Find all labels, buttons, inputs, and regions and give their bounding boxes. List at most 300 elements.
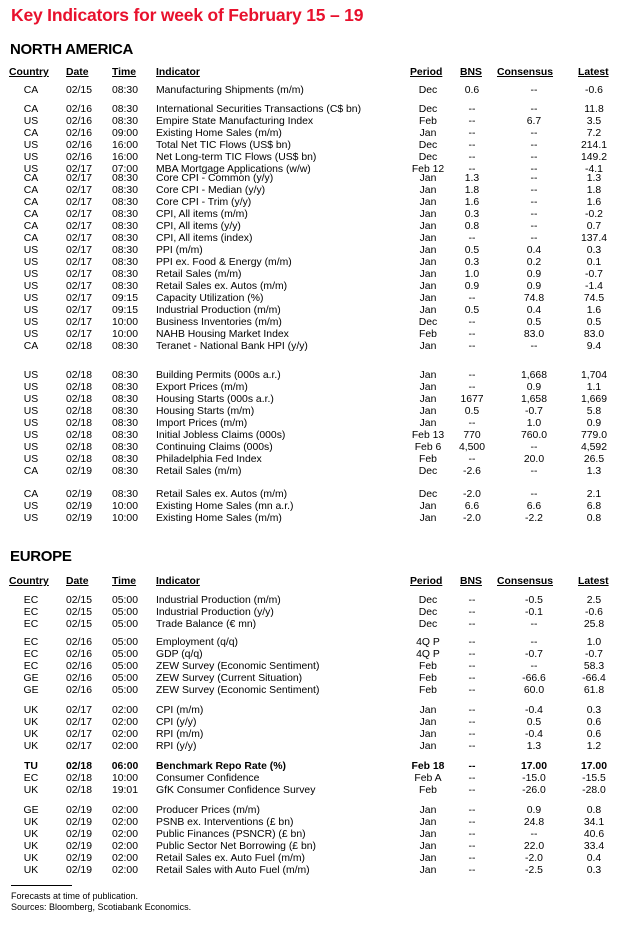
cell-time: 02:00 <box>111 853 138 864</box>
cell-country: US <box>23 305 39 316</box>
cell-bns: -- <box>468 418 476 429</box>
cell-country: US <box>23 140 39 151</box>
table-row <box>0 466 635 478</box>
cell-country: US <box>23 317 39 328</box>
cell-consensus: 6.6 <box>526 501 542 512</box>
cell-country: US <box>23 293 39 304</box>
cell-country: CA <box>23 128 39 139</box>
cell-bns: -- <box>468 116 476 127</box>
cell-bns: -- <box>468 673 476 684</box>
cell-date: 02/18 <box>65 341 92 352</box>
cell-consensus: -- <box>530 442 538 453</box>
cell-indicator: Housing Starts (000s a.r.) <box>156 394 274 405</box>
cell-latest: 33.4 <box>583 841 605 852</box>
cell-date: 02/16 <box>65 116 92 127</box>
cell-country: US <box>23 116 39 127</box>
cell-indicator: ZEW Survey (Current Situation) <box>156 673 303 684</box>
table-row <box>0 841 635 853</box>
cell-period: Feb A <box>414 773 442 784</box>
table-row <box>0 717 635 729</box>
cell-latest: 58.3 <box>583 661 605 672</box>
cell-period: Feb <box>419 116 437 127</box>
cell-bns: 0.5 <box>464 406 480 417</box>
cell-country: UK <box>23 841 39 852</box>
cell-bns: -2.6 <box>463 466 481 477</box>
cell-date: 02/17 <box>65 257 92 268</box>
cell-country: US <box>23 152 39 163</box>
cell-date: 02/16 <box>65 661 92 672</box>
cell-period: Jan <box>419 173 437 184</box>
cell-date: 02/19 <box>65 841 92 852</box>
cell-country: CA <box>23 341 39 352</box>
cell-consensus: -- <box>530 233 538 244</box>
cell-time: 08:30 <box>111 209 138 220</box>
cell-bns: -- <box>468 140 476 151</box>
cell-indicator: Core CPI - Common (y/y) <box>156 173 274 184</box>
cell-latest: -28.0 <box>582 785 606 796</box>
cell-country: CA <box>23 209 39 220</box>
cell-latest: 2.1 <box>586 489 602 500</box>
table-row <box>0 281 635 293</box>
cell-country: EC <box>23 619 39 630</box>
cell-period: Jan <box>419 501 437 512</box>
cell-period: Dec <box>418 85 438 96</box>
cell-bns: 770 <box>463 430 481 441</box>
cell-latest: 7.2 <box>586 128 602 139</box>
cell-time: 10:00 <box>111 513 138 524</box>
cell-consensus: -- <box>530 466 538 477</box>
cell-period: Jan <box>419 221 437 232</box>
cell-bns: -2.0 <box>463 513 481 524</box>
cell-date: 02/17 <box>65 329 92 340</box>
cell-bns: -- <box>468 773 476 784</box>
cell-latest: 1.3 <box>586 466 602 477</box>
cell-indicator: Public Finances (PSNCR) (£ bn) <box>156 829 306 840</box>
table-header <box>0 67 635 79</box>
cell-latest: 1.8 <box>586 185 602 196</box>
cell-consensus: -0.1 <box>525 607 543 618</box>
cell-indicator: Empire State Manufacturing Index <box>156 116 314 127</box>
cell-time: 05:00 <box>111 673 138 684</box>
cell-latest: 0.3 <box>586 705 602 716</box>
cell-bns: 0.3 <box>464 209 480 220</box>
cell-time: 08:30 <box>111 406 138 417</box>
cell-indicator: Producer Prices (m/m) <box>156 805 260 816</box>
cell-indicator: Industrial Production (m/m) <box>156 595 281 606</box>
cell-latest: 17.00 <box>580 761 607 772</box>
cell-country: CA <box>23 85 39 96</box>
table-row <box>0 140 635 152</box>
cell-indicator: GDP (q/q) <box>156 649 203 660</box>
cell-time: 09:15 <box>111 305 138 316</box>
cell-consensus: 0.9 <box>526 269 542 280</box>
cell-period: Feb 12 <box>411 164 445 175</box>
cell-date: 02/16 <box>65 152 92 163</box>
cell-time: 05:00 <box>111 649 138 660</box>
cell-bns: -- <box>468 619 476 630</box>
table-row <box>0 209 635 221</box>
table-row <box>0 382 635 394</box>
cell-date: 02/17 <box>65 173 92 184</box>
cell-bns: -- <box>468 317 476 328</box>
cell-indicator: Employment (q/q) <box>156 637 238 648</box>
cell-time: 07:00 <box>111 164 138 175</box>
cell-bns: -- <box>468 649 476 660</box>
cell-country: CA <box>23 197 39 208</box>
cell-indicator: Retail Sales (m/m) <box>156 269 242 280</box>
cell-time: 08:30 <box>111 185 138 196</box>
cell-latest: 74.5 <box>583 293 605 304</box>
cell-consensus: -0.7 <box>525 649 543 660</box>
cell-date: 02/18 <box>65 382 92 393</box>
cell-latest: -1.4 <box>585 281 603 292</box>
footnote-forecasts: Forecasts at time of publication. <box>11 891 139 901</box>
cell-country: UK <box>23 717 39 728</box>
cell-indicator: Industrial Production (y/y) <box>156 607 274 618</box>
cell-date: 02/19 <box>65 501 92 512</box>
table-row <box>0 185 635 197</box>
cell-consensus: 0.9 <box>526 805 542 816</box>
table-row <box>0 116 635 128</box>
table-row <box>0 305 635 317</box>
cell-consensus: 74.8 <box>523 293 545 304</box>
cell-indicator: Building Permits (000s a.r.) <box>156 370 281 381</box>
cell-time: 19:01 <box>111 785 138 796</box>
cell-consensus: 1.3 <box>526 741 542 752</box>
cell-latest: -66.4 <box>582 673 606 684</box>
cell-indicator: Net Long-term TIC Flows (US$ bn) <box>156 152 317 163</box>
cell-latest: 0.8 <box>586 513 602 524</box>
cell-period: Dec <box>418 595 438 606</box>
cell-period: Dec <box>418 104 438 115</box>
cell-period: Jan <box>419 185 437 196</box>
cell-indicator: RPI (y/y) <box>156 741 197 752</box>
cell-date: 02/18 <box>65 430 92 441</box>
cell-date: 02/18 <box>65 454 92 465</box>
cell-date: 02/18 <box>65 773 92 784</box>
cell-bns: 0.9 <box>464 281 480 292</box>
cell-country: US <box>23 257 39 268</box>
table-row <box>0 673 635 685</box>
cell-bns: 1.3 <box>464 173 480 184</box>
cell-country: US <box>23 501 39 512</box>
cell-bns: 0.8 <box>464 221 480 232</box>
cell-date: 02/15 <box>65 595 92 606</box>
cell-date: 02/16 <box>65 637 92 648</box>
cell-country: CA <box>23 104 39 115</box>
cell-indicator: PPI (m/m) <box>156 245 203 256</box>
cell-country: CA <box>23 173 39 184</box>
cell-time: 08:30 <box>111 394 138 405</box>
cell-period: Jan <box>419 513 437 524</box>
cell-period: Dec <box>418 140 438 151</box>
cell-country: US <box>23 281 39 292</box>
cell-consensus: 6.7 <box>526 116 542 127</box>
cell-consensus: 0.2 <box>526 257 542 268</box>
cell-time: 08:30 <box>111 341 138 352</box>
table-row <box>0 454 635 466</box>
cell-latest: 2.5 <box>586 595 602 606</box>
cell-period: Jan <box>419 305 437 316</box>
cell-consensus: 83.0 <box>523 329 545 340</box>
cell-country: US <box>23 382 39 393</box>
cell-bns: 0.5 <box>464 305 480 316</box>
cell-indicator: MBA Mortgage Applications (w/w) <box>156 164 311 175</box>
cell-latest: 1.3 <box>586 173 602 184</box>
cell-period: Jan <box>419 865 437 876</box>
cell-indicator: Manufacturing Shipments (m/m) <box>156 85 304 96</box>
cell-indicator: Retail Sales ex. Autos (m/m) <box>156 281 288 292</box>
table-row <box>0 619 635 631</box>
cell-time: 08:30 <box>111 116 138 127</box>
cell-indicator: Industrial Production (m/m) <box>156 305 281 316</box>
table-row <box>0 406 635 418</box>
table-row <box>0 418 635 430</box>
cell-latest: -15.5 <box>582 773 606 784</box>
column-header-latest: Latest <box>578 67 609 78</box>
cell-country: GE <box>23 685 39 696</box>
cell-date: 02/17 <box>65 705 92 716</box>
cell-period: Jan <box>419 841 437 852</box>
cell-consensus: -- <box>530 829 538 840</box>
cell-consensus: -- <box>530 209 538 220</box>
table-row <box>0 865 635 877</box>
cell-latest: 3.5 <box>586 116 602 127</box>
cell-date: 02/18 <box>65 370 92 381</box>
cell-latest: -0.6 <box>585 85 603 96</box>
cell-latest: 9.4 <box>586 341 602 352</box>
cell-consensus: 0.4 <box>526 245 542 256</box>
cell-bns: -- <box>468 637 476 648</box>
cell-date: 02/17 <box>65 293 92 304</box>
cell-consensus: -2.0 <box>525 853 543 864</box>
cell-date: 02/18 <box>65 785 92 796</box>
cell-country: UK <box>23 817 39 828</box>
cell-latest: 1,669 <box>580 394 607 405</box>
table-row <box>0 773 635 785</box>
cell-bns: -- <box>468 341 476 352</box>
cell-time: 05:00 <box>111 595 138 606</box>
cell-time: 08:30 <box>111 104 138 115</box>
cell-period: Dec <box>418 619 438 630</box>
cell-time: 05:00 <box>111 607 138 618</box>
cell-consensus: 17.00 <box>520 761 547 772</box>
cell-country: UK <box>23 705 39 716</box>
table-row <box>0 197 635 209</box>
cell-consensus: -0.5 <box>525 595 543 606</box>
cell-date: 02/15 <box>65 619 92 630</box>
cell-period: Dec <box>418 489 438 500</box>
cell-consensus: 22.0 <box>523 841 545 852</box>
cell-indicator: Initial Jobless Claims (000s) <box>156 430 286 441</box>
cell-country: CA <box>23 185 39 196</box>
cell-country: US <box>23 454 39 465</box>
column-header-period: Period <box>410 67 443 78</box>
cell-bns: 0.3 <box>464 257 480 268</box>
cell-bns: -- <box>468 817 476 828</box>
cell-period: Jan <box>419 341 437 352</box>
cell-bns: -- <box>468 607 476 618</box>
cell-latest: 5.8 <box>586 406 602 417</box>
cell-indicator: CPI (y/y) <box>156 717 197 728</box>
cell-bns: -- <box>468 741 476 752</box>
cell-date: 02/19 <box>65 489 92 500</box>
cell-bns: -2.0 <box>463 489 481 500</box>
cell-latest: 137.4 <box>580 233 607 244</box>
cell-country: GE <box>23 673 39 684</box>
cell-time: 08:30 <box>111 430 138 441</box>
column-header-consensus: Consensus <box>497 576 554 587</box>
cell-bns: -- <box>468 164 476 175</box>
cell-country: CA <box>23 221 39 232</box>
cell-consensus: -- <box>530 104 538 115</box>
cell-date: 02/18 <box>65 442 92 453</box>
table-row <box>0 221 635 233</box>
cell-time: 02:00 <box>111 729 138 740</box>
cell-date: 02/19 <box>65 865 92 876</box>
table-row <box>0 317 635 329</box>
cell-indicator: Import Prices (m/m) <box>156 418 248 429</box>
cell-date: 02/17 <box>65 221 92 232</box>
table-row <box>0 501 635 513</box>
cell-time: 08:30 <box>111 489 138 500</box>
table-header <box>0 576 635 588</box>
cell-consensus: 760.0 <box>520 430 547 441</box>
cell-country: EC <box>23 607 39 618</box>
table-row <box>0 85 635 97</box>
table-row <box>0 245 635 257</box>
cell-consensus: 1,658 <box>520 394 547 405</box>
table-row <box>0 817 635 829</box>
cell-country: UK <box>23 853 39 864</box>
column-header-date: Date <box>66 576 89 587</box>
cell-indicator: RPI (m/m) <box>156 729 204 740</box>
cell-date: 02/17 <box>65 317 92 328</box>
cell-date: 02/18 <box>65 394 92 405</box>
cell-latest: 40.6 <box>583 829 605 840</box>
cell-consensus: -- <box>530 164 538 175</box>
table-row <box>0 293 635 305</box>
cell-date: 02/17 <box>65 305 92 316</box>
cell-period: Jan <box>419 406 437 417</box>
cell-period: Feb <box>419 661 437 672</box>
cell-indicator: Trade Balance (€ mn) <box>156 619 257 630</box>
cell-consensus: -0.4 <box>525 705 543 716</box>
cell-country: UK <box>23 829 39 840</box>
column-header-bns: BNS <box>460 67 482 78</box>
cell-period: 4Q P <box>416 637 440 648</box>
table-row <box>0 489 635 501</box>
section-title: EUROPE <box>10 548 72 565</box>
cell-latest: 83.0 <box>583 329 605 340</box>
cell-time: 08:30 <box>111 245 138 256</box>
table-row <box>0 104 635 116</box>
cell-country: EC <box>23 649 39 660</box>
table-row <box>0 685 635 697</box>
cell-period: Feb <box>419 673 437 684</box>
table-row <box>0 341 635 353</box>
cell-time: 05:00 <box>111 685 138 696</box>
table-row <box>0 257 635 269</box>
cell-latest: 1.6 <box>586 197 602 208</box>
cell-consensus: -15.0 <box>522 773 546 784</box>
cell-indicator: Housing Starts (m/m) <box>156 406 255 417</box>
cell-time: 08:30 <box>111 221 138 232</box>
cell-latest: -0.6 <box>585 607 603 618</box>
cell-consensus: -- <box>530 619 538 630</box>
cell-period: Feb <box>419 785 437 796</box>
cell-period: Jan <box>419 805 437 816</box>
cell-bns: -- <box>468 805 476 816</box>
cell-latest: 1.2 <box>586 741 602 752</box>
cell-time: 08:30 <box>111 269 138 280</box>
cell-latest: 0.4 <box>586 853 602 864</box>
cell-date: 02/17 <box>65 197 92 208</box>
cell-time: 06:00 <box>111 761 139 772</box>
cell-latest: -0.7 <box>585 649 603 660</box>
cell-period: Jan <box>419 269 437 280</box>
cell-time: 08:30 <box>111 418 138 429</box>
cell-country: US <box>23 418 39 429</box>
cell-consensus: -- <box>530 128 538 139</box>
cell-indicator: PPI ex. Food & Energy (m/m) <box>156 257 292 268</box>
cell-date: 02/16 <box>65 685 92 696</box>
cell-period: Jan <box>419 257 437 268</box>
cell-time: 05:00 <box>111 619 138 630</box>
cell-date: 02/18 <box>65 761 92 772</box>
cell-bns: -- <box>468 128 476 139</box>
column-header-latest: Latest <box>578 576 609 587</box>
cell-bns: 1.6 <box>464 197 480 208</box>
cell-date: 02/19 <box>65 805 92 816</box>
cell-consensus: -2.2 <box>525 513 543 524</box>
cell-consensus: -- <box>530 197 538 208</box>
cell-period: Feb <box>419 685 437 696</box>
cell-date: 02/19 <box>65 829 92 840</box>
cell-indicator: Existing Home Sales (m/m) <box>156 128 282 139</box>
cell-country: UK <box>23 865 39 876</box>
table-row <box>0 729 635 741</box>
cell-period: Jan <box>419 717 437 728</box>
cell-indicator: Retail Sales with Auto Fuel (m/m) <box>156 865 310 876</box>
cell-country: GE <box>23 805 39 816</box>
cell-country: US <box>23 513 39 524</box>
cell-period: Feb 13 <box>411 430 445 441</box>
cell-period: Dec <box>418 466 438 477</box>
cell-date: 02/17 <box>65 164 92 175</box>
cell-period: Jan <box>419 817 437 828</box>
cell-latest: 779.0 <box>580 430 607 441</box>
table-row <box>0 661 635 673</box>
cell-indicator: ZEW Survey (Economic Sentiment) <box>156 661 320 672</box>
cell-bns: -- <box>468 382 476 393</box>
cell-indicator: Retail Sales (m/m) <box>156 466 242 477</box>
cell-bns: 6.6 <box>464 501 480 512</box>
cell-country: CA <box>23 466 39 477</box>
cell-country: US <box>23 269 39 280</box>
table-row <box>0 233 635 245</box>
cell-date: 02/19 <box>65 466 92 477</box>
cell-latest: 0.6 <box>586 729 602 740</box>
cell-time: 08:30 <box>111 85 138 96</box>
cell-latest: 0.9 <box>586 418 602 429</box>
cell-date: 02/17 <box>65 245 92 256</box>
cell-time: 08:30 <box>111 466 138 477</box>
cell-bns: -- <box>468 454 476 465</box>
cell-date: 02/16 <box>65 128 92 139</box>
cell-country: US <box>23 370 39 381</box>
cell-date: 02/18 <box>65 418 92 429</box>
